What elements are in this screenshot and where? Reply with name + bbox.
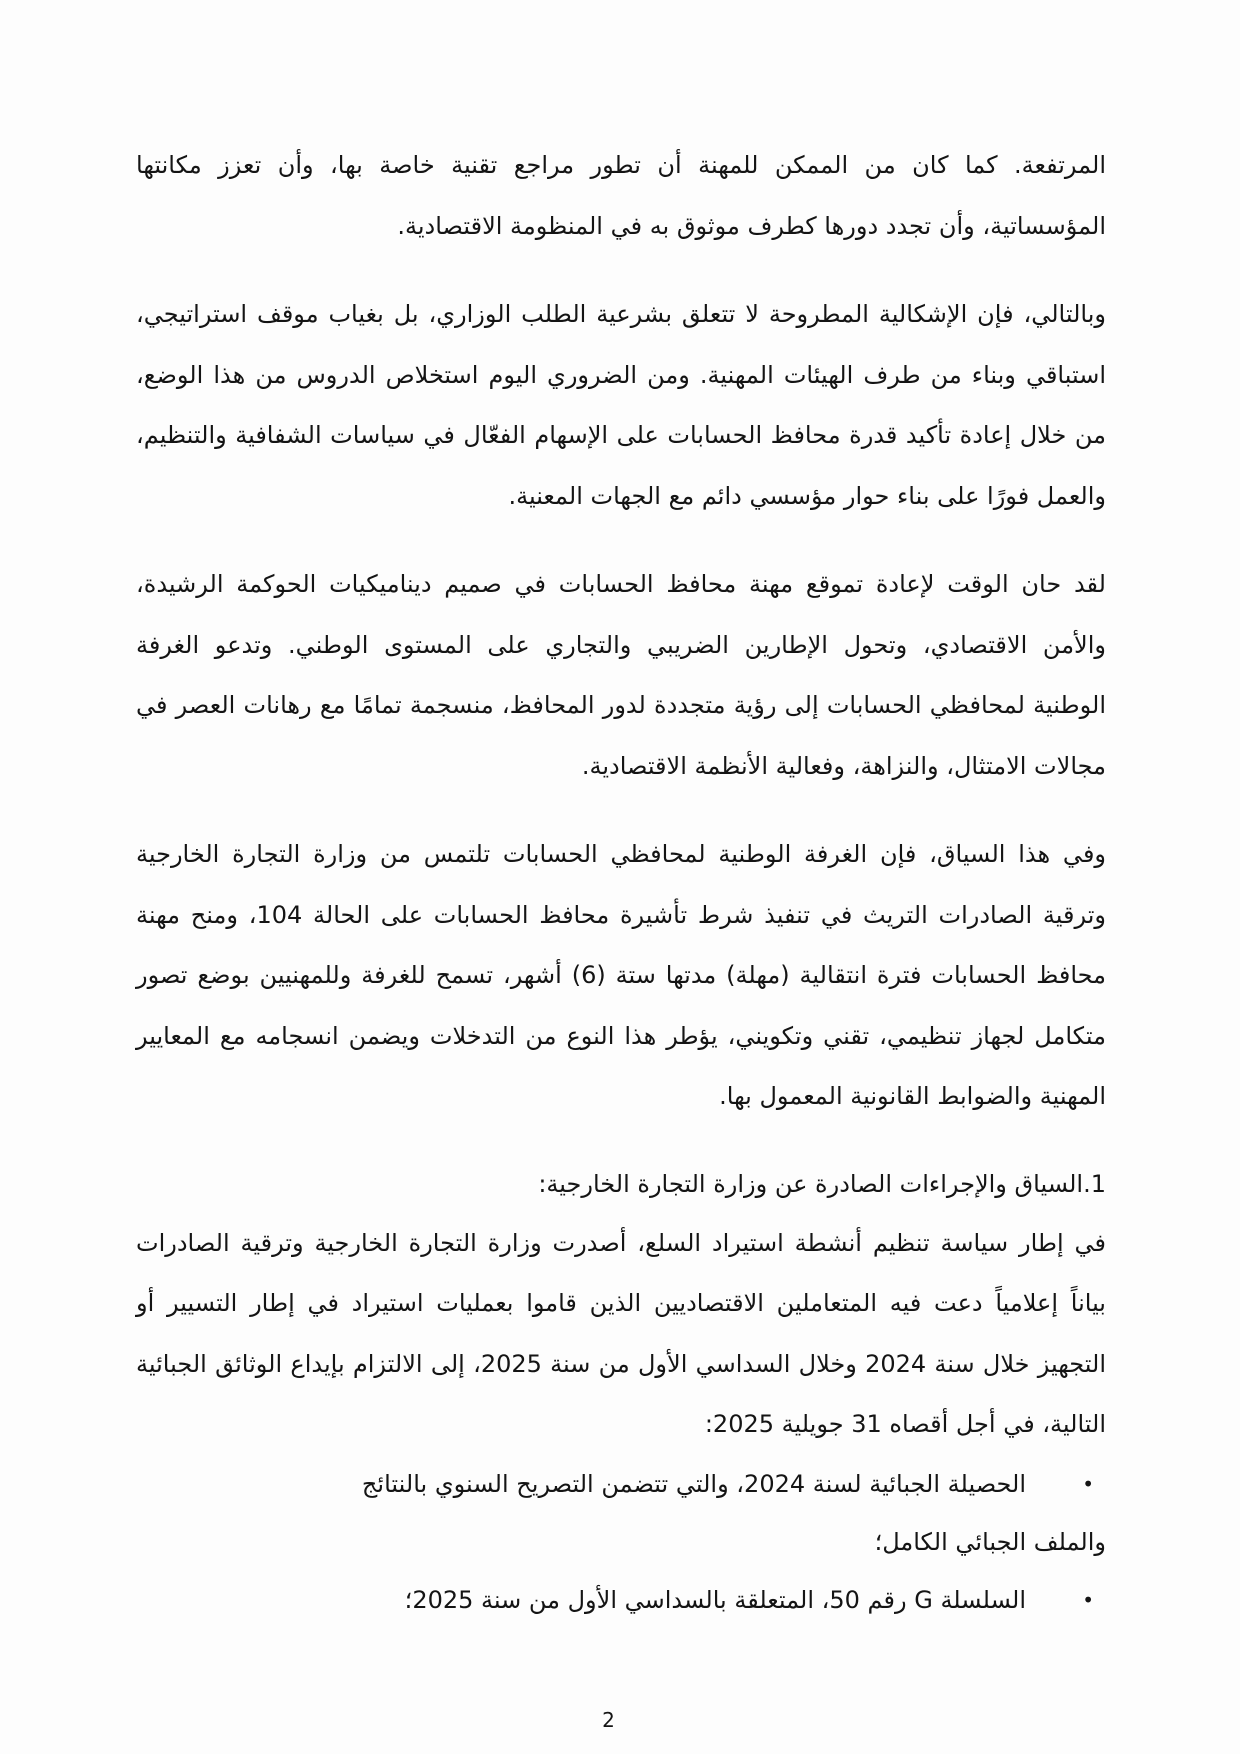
bullet-item-2 xyxy=(136,1571,1106,1629)
section-intro: في إطار سياسة تنظيم أنشطة استيراد السلع، أصدرت وزارة التجارة الخارجية وترقية الصادرات بياناً إعلامياً دعت فيه المتعاملين الاقتصاديين الذين قاموا بعمليات استيراد في إطار التسيير أو التجهيز خلال سنة 2024 وخلال السداسي الأول من سنة 2025، إلى الالتزام بإيداع الوثائق الجبائية التالية، في أجل أقصاه 31 جويلية 2025: xyxy=(136,1228,1107,1438)
bullet-item-2-text: السلسلة G رقم 50، المتعلقة بالسداسي الأول من سنة 2025؛ xyxy=(404,1585,1026,1614)
bullet-item-1 xyxy=(136,1455,1106,1571)
paragraph-2: وبالتالي، فإن الإشكالية المطروحة لا تتعلق بشرعية الطلب الوزاري، بل بغياب موقف استراتيجي، استباقي وبناء من طرف الهيئات المهنية. ومن الضروري اليوم استخلاص الدروس من هذا الوضع، من خلال إعادة تأكيد قدرة محافظ الحسابات على الإسهام الفعّال في سياسات الشفافية والتنظيم، والعمل فورًا على بناء حوار مؤسسي دائم مع الجهات المعنية. xyxy=(136,300,1106,510)
bullet-dot-icon: • xyxy=(1082,1471,1094,1496)
bullet-item-1-text: الحصيلة الجبائية لسنة 2024، والتي تتضمن التصريح السنوي بالنتائج xyxy=(361,1469,1026,1498)
section-heading: 1.السياق والإجراءات الصادرة عن وزارة التجارة الخارجية: xyxy=(538,1169,1106,1198)
paragraph-1: المرتفعة. كما كان من الممكن للمهنة أن تطور مراجع تقنية خاصة بها، وأن تعزز مكانتها المؤسساتية، وأن تجدد دورها كطرف موثوق به في المنظومة الاقتصادية. xyxy=(136,151,1106,240)
paragraph-4: وفي هذا السياق، فإن الغرفة الوطنية لمحافظي الحسابات تلتمس من وزارة التجارة الخارجية وترقية الصادرات التريث في تنفيذ شرط تأشيرة محافظ الحسابات على الحالة 104، ومنح مهنة محافظ الحسابات فترة انتقالية (مهلة) مدتها ستة (6) أشهر، تسمح للغرفة وللمهنيين بوضع تصور متكامل لجهاز تنظيمي، تقني وتكويني، يؤطر هذا النوع من التدخلات ويضمن انسجامه مع المعايير المهنية والضوابط القانونية المعمول بها. xyxy=(136,840,1106,1110)
document-body xyxy=(136,135,1106,1629)
paragraph-3: لقد حان الوقت لإعادة تموقع مهنة محافظ الحسابات في صميم ديناميكيات الحوكمة الرشيدة، والأمن الاقتصادي، وتحول الإطارين الضريبي والتجاري على المستوى الوطني. وتدعو الغرفة الوطنية لمحافظي الحسابات إلى رؤية متجددة لدور المحافظ، منسجمة تمامًا مع رهانات العصر في مجالات الامتثال، والنزاهة، وفعالية الأنظمة الاقتصادية. xyxy=(136,570,1106,780)
bullet-dot-icon: • xyxy=(1082,1587,1094,1612)
page-number: 2 xyxy=(602,1708,615,1732)
bullet-list xyxy=(136,1455,1106,1629)
bullet-item-1-continuation: والملف الجبائي الكامل؛ xyxy=(874,1527,1106,1556)
